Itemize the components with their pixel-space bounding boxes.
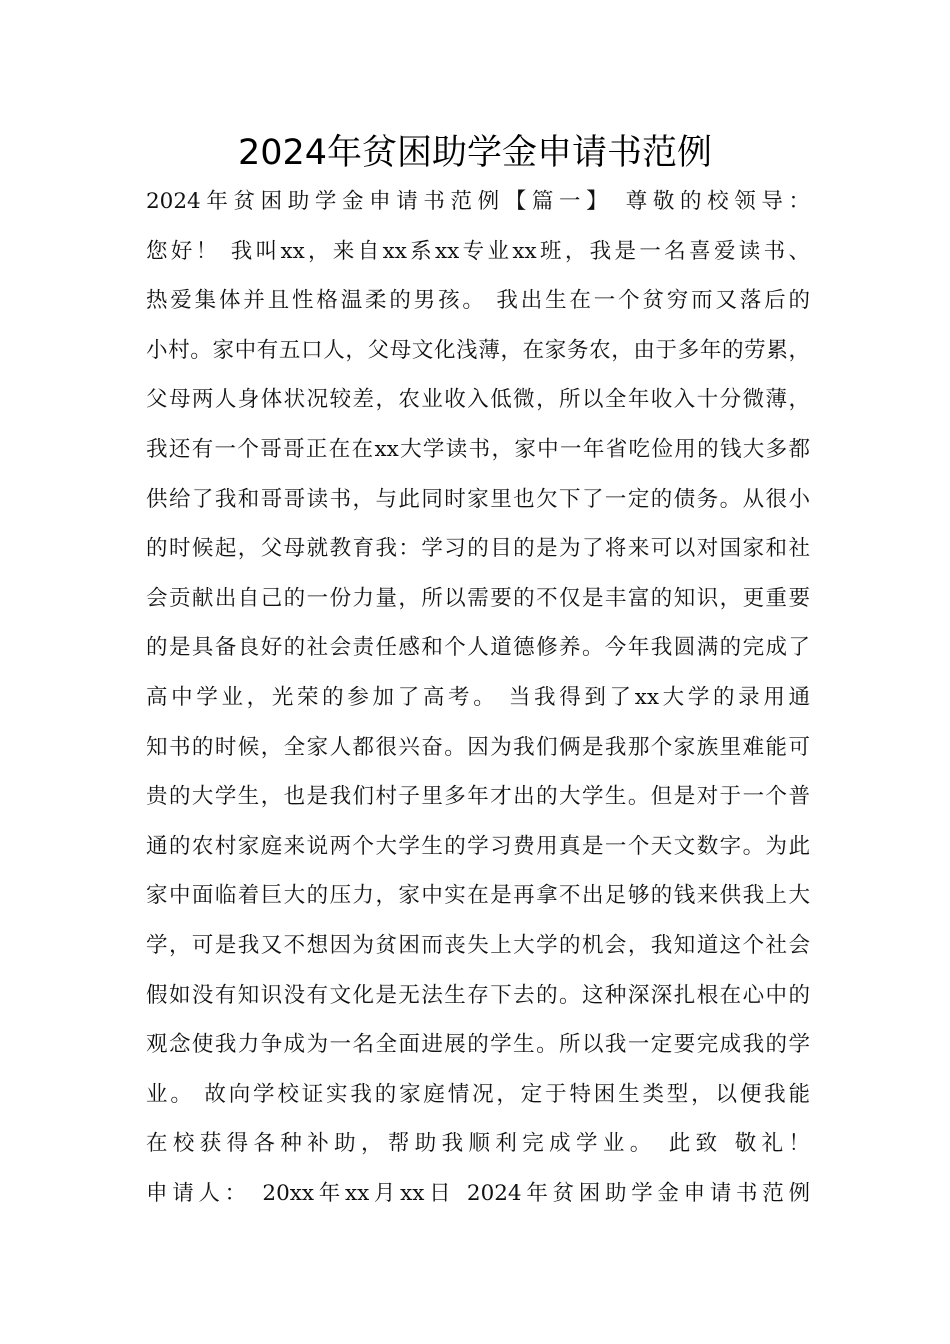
body-line: 的时候起，父母就教育我：学习的目的是为了将来可以对国家和社 bbox=[146, 536, 810, 562]
body-line: 您好！ 我叫xx，来自xx系xx专业xx班，我是一名喜爱读书、 bbox=[146, 238, 810, 264]
body-line: 申请人： 20xx年xx月xx日 2024年贫困助学金申请书范例 bbox=[146, 1180, 810, 1206]
body-line: 会贡献出自己的一份力量，所以需要的不仅是丰富的知识，更重要 bbox=[146, 585, 810, 611]
body-line: 假如没有知识没有文化是无法生存下去的。这种深深扎根在心中的 bbox=[146, 982, 810, 1008]
body-line: 我还有一个哥哥正在在xx大学读书，家中一年省吃俭用的钱大多都 bbox=[146, 436, 810, 462]
document-body bbox=[146, 177, 810, 1218]
body-line: 高中学业，光荣的参加了高考。 当我得到了xx大学的录用通 bbox=[146, 684, 810, 710]
body-line: 的是具备良好的社会责任感和个人道德修养。今年我圆满的完成了 bbox=[146, 635, 810, 661]
body-line: 小村。家中有五口人，父母文化浅薄，在家务农，由于多年的劳累， bbox=[146, 337, 810, 363]
body-line: 知书的时候，全家人都很兴奋。因为我们俩是我那个家族里难能可 bbox=[146, 734, 810, 760]
body-line: 父母两人身体状况较差，农业收入低微，所以全年收入十分微薄， bbox=[146, 387, 810, 413]
body-line: 热爱集体并且性格温柔的男孩。 我出生在一个贫穷而又落后的 bbox=[146, 288, 810, 314]
body-line: 贵的大学生，也是我们村子里多年才出的大学生。但是对于一个普 bbox=[146, 784, 810, 810]
body-line: 供给了我和哥哥读书，与此同时家里也欠下了一定的债务。从很小 bbox=[146, 486, 810, 512]
body-line: 通的农村家庭来说两个大学生的学习费用真是一个天文数字。为此 bbox=[146, 833, 810, 859]
body-line: 业。 故向学校证实我的家庭情况，定于特困生类型，以便我能 bbox=[146, 1081, 810, 1107]
document-title: 2024年贫困助学金申请书范例 bbox=[237, 133, 713, 173]
body-line: 观念使我力争成为一名全面进展的学生。所以我一定要完成我的学 bbox=[146, 1032, 810, 1058]
body-line: 学，可是我又不想因为贫困而丧失上大学的机会，我知道这个社会 bbox=[146, 932, 810, 958]
body-line: 2024年贫困助学金申请书范例【篇一】 尊敬的校领导： bbox=[146, 189, 810, 214]
body-line: 在校获得各种补助，帮助我顺利完成学业。 此致 敬礼！ bbox=[146, 1131, 810, 1157]
body-line: 家中面临着巨大的压力，家中实在是再拿不出足够的钱来供我上大 bbox=[146, 883, 810, 909]
